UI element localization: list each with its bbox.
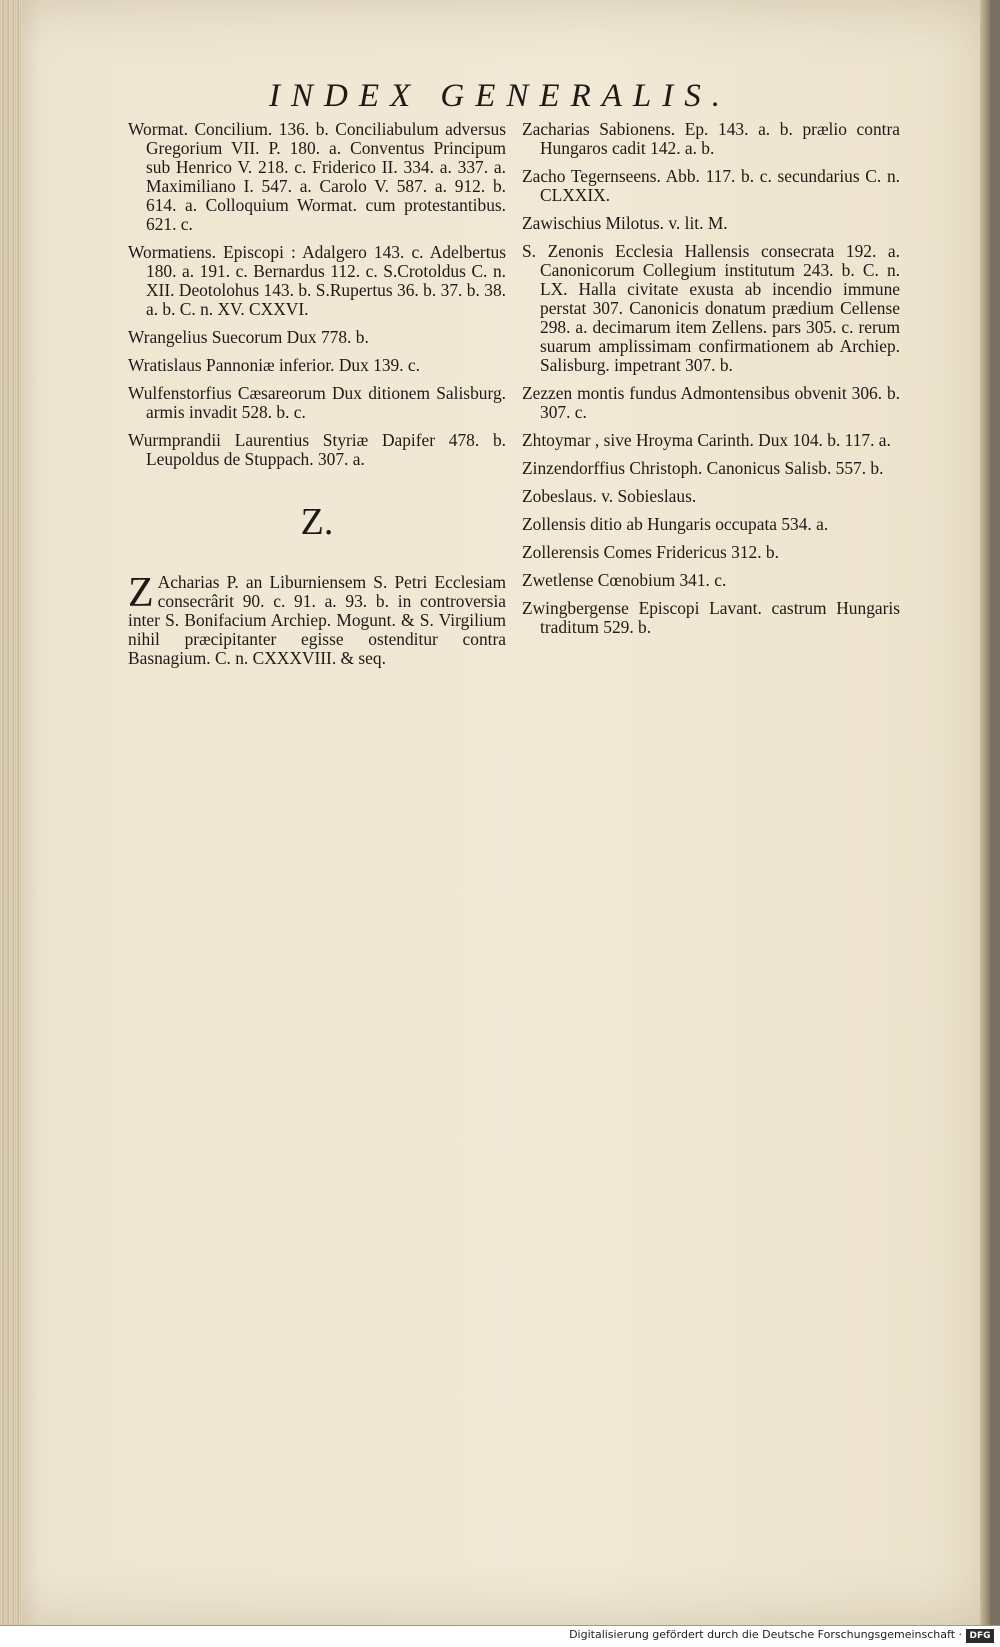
left-column (128, 120, 506, 677)
index-entry: Wormat. Concilium. 136. b. Conciliabulum adversus Gregorium VII. P. 180. a. Conventus Principum sub Henrico V. 218. c. Friderico II. 334. a. 337. a. Maximiliano I. 547. a. Carolo V. 587. a. 912. b. 614. a. Colloquium Wormat. cum protestantibus. 621. c. (128, 119, 506, 234)
index-entry: Wurmprandii Laurentius Styriæ Dapifer 478. b. Leupoldus de Stuppach. 307. a. (128, 430, 506, 469)
digitization-footer (0, 1625, 1000, 1647)
index-entry: S. Zenonis Ecclesia Hallensis consecrata 192. a. Canonicorum Collegium institutum 243. b. C. n. LX. Halla civitate exusta ab incendio immune perstat 307. Canonicis donatum prædium Cellense 298. a. decimarum item Zellens. pars 305. c. rerum suarum amplissimam confirmationem ab Archiep. Salisburg. impetrant 307. b. (522, 241, 900, 375)
right-column (522, 120, 900, 646)
index-entry: Zawischius Milotus. v. lit. M. (522, 213, 728, 233)
dropcap-entry-text: Acharias P. an Liburniensem S. Petri Ecclesiam consecrârit 90. c. 91. a. 93. b. in controversia inter S. Bonifacium Archiep. Mogunt. & S. Virgilium nihil præcipitanter egisse ostenditur contra Basnagium. C. n. CXXXVIII. & seq. (128, 572, 506, 668)
index-entry: Wrangelius Suecorum Dux 778. b. (128, 327, 369, 347)
page-binding-edge (0, 0, 22, 1625)
section-letter-heading: Z. (300, 501, 334, 543)
index-entry: Zollerensis Comes Fridericus 312. b. (522, 542, 779, 562)
index-entry: Zobeslaus. v. Sobieslaus. (522, 486, 697, 506)
index-entry: Wormatiens. Episcopi : Adalgero 143. c. Adelbertus 180. a. 191. c. Bernardus 112. c. S.Crotoldus C. n. XII. Deotolohus 143. b. S.Rupertus 36. b. 37. b. 38. a. b. C. n. XV. CXXVI. (128, 242, 506, 319)
index-entry: Zinzendorffius Christoph. Canonicus Salisb. 557. b. (522, 458, 884, 478)
index-entry: Zollensis ditio ab Hungaris occupata 534. a. (522, 514, 829, 534)
index-entry: Zwetlense Cœnobium 341. c. (522, 570, 727, 590)
index-entry: Zacharias Sabionens. Ep. 143. a. b. prælio contra Hungaros cadit 142. a. b. (522, 119, 900, 158)
index-entry: Zhtoymar , sive Hroyma Carinth. Dux 104. b. 117. a. (522, 430, 891, 450)
index-entry: Wulfenstorfius Cæsareorum Dux ditionem Salisburg. armis invadit 528. b. c. (128, 383, 506, 422)
index-entry: Wratislaus Pannoniæ inferior. Dux 139. c. (128, 355, 420, 375)
footer-credit-text: Digitalisierung gefördert durch die Deutsche Forschungsgemeinschaft · (569, 1628, 962, 1641)
index-entry: Zwingbergense Episcopi Lavant. castrum Hungaris traditum 529. b. (522, 598, 900, 637)
dfg-logo-icon: DFG (966, 1629, 994, 1643)
drop-cap-letter: Z (128, 570, 154, 616)
index-entry: Zezzen montis fundus Admontensibus obvenit 306. b. 307. c. (522, 383, 900, 422)
page-right-edge (980, 0, 990, 1625)
page-header-title: INDEX GENERALIS. (269, 78, 731, 114)
index-entry: Zacho Tegernseens. Abb. 117. b. c. secundarius C. n. CLXXIX. (522, 166, 900, 205)
index-entry-dropcap (128, 570, 506, 668)
